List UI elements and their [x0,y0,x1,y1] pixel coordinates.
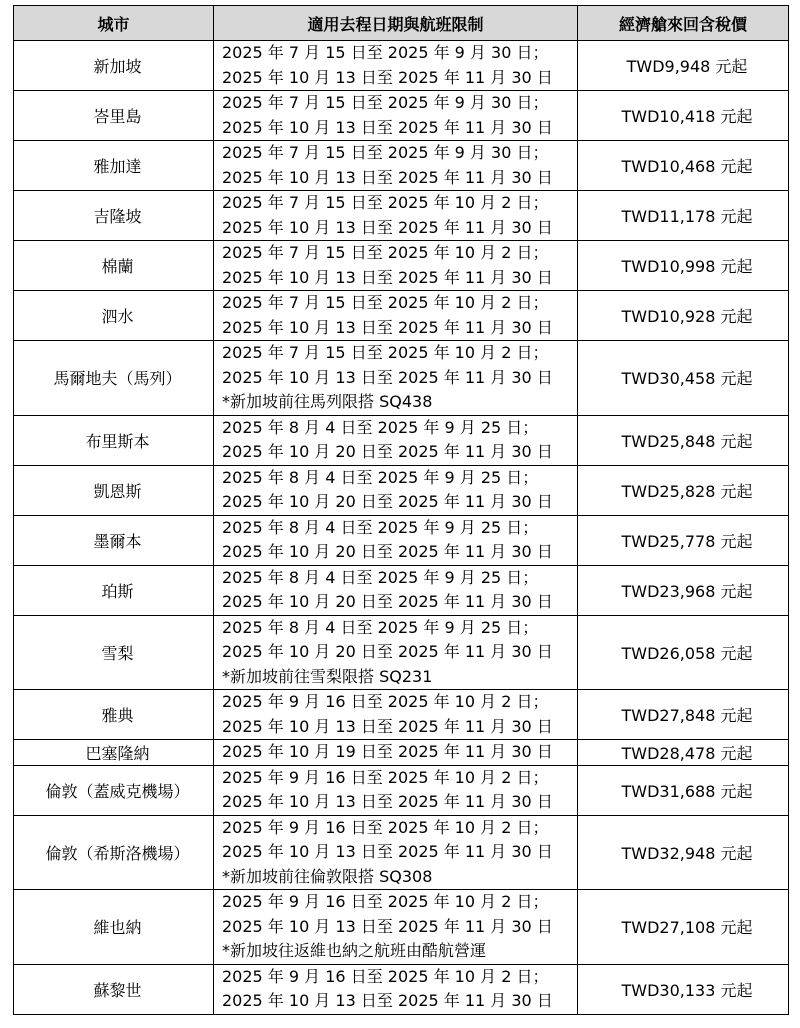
table-row [14,515,789,565]
date-range-line: 2025 年 10 月 13 日至 2025 年 11 月 30 日 [222,991,553,1010]
date-range-line: 2025 年 7 月 15 日至 2025 年 10 月 2 日； [222,293,549,312]
dates-cell [214,690,578,740]
header-city: 城市 [14,6,214,41]
price-cell: TWD28,478 元起 [578,740,789,766]
date-range-line: 2025 年 7 月 15 日至 2025 年 10 月 2 日； [222,343,549,362]
table-row [14,291,789,341]
dates-cell [214,964,578,1014]
price-cell: TWD10,998 元起 [578,241,789,291]
date-range-line: 2025 年 9 月 16 日至 2025 年 10 月 2 日； [222,817,549,837]
date-range-line: 2025 年 7 月 15 日至 2025 年 9 月 30 日； [222,93,549,112]
date-range-line: 2025 年 10 月 13 日至 2025 年 11 月 30 日 [222,716,553,736]
flight-restriction-note: *新加坡前往倫敦限搭 SQ308 [222,866,433,886]
date-range-line: 2025 年 10 月 13 日至 2025 年 11 月 30 日 [222,367,553,387]
dates-cell [214,191,578,241]
date-range-line: 2025 年 9 月 16 日至 2025 年 10 月 2 日； [222,692,549,711]
city-cell: 布里斯本 [14,415,214,465]
table-row [14,815,789,890]
dates-cell [214,565,578,615]
table-row [14,465,789,515]
table-row [14,191,789,241]
date-range-line: 2025 年 10 月 13 日至 2025 年 11 月 30 日 [222,117,553,137]
dates-cell [214,890,578,965]
date-range-line: 2025 年 8 月 4 日至 2025 年 9 月 25 日； [222,417,539,437]
dates-cell [214,415,578,465]
date-range-line: 2025 年 10 月 13 日至 2025 年 11 月 30 日 [222,217,553,237]
dates-cell [214,141,578,191]
price-cell: TWD11,178 元起 [578,191,789,241]
price-cell: TWD26,058 元起 [578,615,789,690]
city-cell: 倫敦（蓋威克機場） [14,765,214,815]
dates-cell [214,615,578,690]
dates-cell [214,515,578,565]
table-row [14,615,789,690]
date-range-line: 2025 年 10 月 20 日至 2025 年 11 月 30 日 [222,492,553,511]
date-range-line: 2025 年 7 月 15 日至 2025 年 10 月 2 日； [222,193,549,212]
date-range-line: 2025 年 8 月 4 日至 2025 年 9 月 25 日； [222,517,539,537]
city-cell: 雅典 [14,690,214,740]
date-range-line: 2025 年 9 月 16 日至 2025 年 10 月 2 日； [222,892,549,911]
price-cell: TWD9,948 元起 [578,41,789,91]
date-range-line: 2025 年 10 月 13 日至 2025 年 11 月 30 日 [222,167,553,187]
price-cell: TWD10,928 元起 [578,291,789,341]
city-cell: 新加坡 [14,41,214,91]
city-cell: 雅加達 [14,141,214,191]
date-range-line: 2025 年 7 月 15 日至 2025 年 9 月 30 日； [222,43,549,62]
date-range-line: 2025 年 7 月 15 日至 2025 年 9 月 30 日； [222,143,549,162]
dates-cell [214,815,578,890]
dates-cell [214,465,578,515]
table-header-row [14,6,789,41]
table-row [14,565,789,615]
city-cell: 維也納 [14,890,214,965]
city-cell: 珀斯 [14,565,214,615]
table-row [14,964,789,1014]
flight-restriction-note: *新加坡前往雪梨限搭 SQ231 [222,666,433,686]
dates-cell [214,41,578,91]
price-cell: TWD23,968 元起 [578,565,789,615]
table-row [14,41,789,91]
table-row [14,740,789,766]
table-row [14,765,789,815]
table-row [14,415,789,465]
date-range-line: 2025 年 10 月 19 日至 2025 年 11 月 30 日 [222,742,553,761]
price-cell: TWD30,1​33 元起 [578,964,789,1014]
dates-cell [214,291,578,341]
price-cell: TWD25,848 元起 [578,415,789,465]
table-row [14,241,789,291]
city-cell: 巴塞隆納 [14,740,214,766]
price-cell: TWD10,468 元起 [578,141,789,191]
dates-cell [214,765,578,815]
flight-restriction-note: *新加坡前往馬列限搭 SQ438 [222,392,433,411]
header-dates: 適用去程日期與航班限制 [214,6,578,41]
date-range-line: 2025 年 10 月 13 日至 2025 年 11 月 30 日 [222,792,553,811]
date-range-line: 2025 年 9 月 16 日至 2025 年 10 月 2 日； [222,767,549,787]
price-cell: TWD30,458 元起 [578,341,789,416]
date-range-line: 2025 年 7 月 15 日至 2025 年 10 月 2 日； [222,243,549,262]
price-cell: TWD27,108 元起 [578,890,789,965]
table-row [14,91,789,141]
city-cell: 墨爾本 [14,515,214,565]
city-cell: 雪梨 [14,615,214,690]
date-range-line: 2025 年 10 月 13 日至 2025 年 11 月 30 日 [222,317,553,337]
date-range-line: 2025 年 9 月 16 日至 2025 年 10 月 2 日； [222,966,549,986]
date-range-line: 2025 年 10 月 13 日至 2025 年 11 月 30 日 [222,916,553,936]
date-range-line: 2025 年 8 月 4 日至 2025 年 9 月 25 日； [222,467,539,487]
table-row [14,341,789,416]
price-cell: TWD31,688 元起 [578,765,789,815]
price-cell: TWD32,948 元起 [578,815,789,890]
price-cell: TWD27,848 元起 [578,690,789,740]
header-price: 經濟艙來回含稅價 [578,6,789,41]
city-cell: 馬爾地夫（馬列） [14,341,214,416]
city-cell: 蘇黎世 [14,964,214,1014]
city-cell: 棉蘭 [14,241,214,291]
city-cell: 倫敦（希斯洛機場） [14,815,214,890]
city-cell: 凱恩斯 [14,465,214,515]
dates-cell [214,241,578,291]
date-range-line: 2025 年 10 月 20 日至 2025 年 11 月 30 日 [222,642,553,661]
table-row [14,890,789,965]
price-cell: TWD25,778 元起 [578,515,789,565]
table-row [14,141,789,191]
city-cell: 泗水 [14,291,214,341]
date-range-line: 2025 年 8 月 4 日至 2025 年 9 月 25 日； [222,617,539,637]
price-cell: TWD10,418 元起 [578,91,789,141]
city-cell: 峇里島 [14,91,214,141]
price-cell: TWD25,828 元起 [578,465,789,515]
fare-table [13,5,789,1015]
dates-cell [214,341,578,416]
date-range-line: 2025 年 10 月 20 日至 2025 年 11 月 30 日 [222,542,553,561]
date-range-line: 2025 年 8 月 4 日至 2025 年 9 月 25 日； [222,567,539,587]
city-cell: 吉隆坡 [14,191,214,241]
flight-restriction-note: *新加坡往返維也納之航班由酷航營運 [222,941,487,960]
table-row [14,690,789,740]
date-range-line: 2025 年 10 月 20 日至 2025 年 11 月 30 日 [222,592,553,611]
dates-cell [214,91,578,141]
date-range-line: 2025 年 10 月 13 日至 2025 年 11 月 30 日 [222,842,553,861]
date-range-line: 2025 年 10 月 20 日至 2025 年 11 月 30 日 [222,442,553,461]
date-range-line: 2025 年 10 月 13 日至 2025 年 11 月 30 日 [222,67,553,87]
dates-cell [214,740,578,766]
date-range-line: 2025 年 10 月 13 日至 2025 年 11 月 30 日 [222,267,553,287]
